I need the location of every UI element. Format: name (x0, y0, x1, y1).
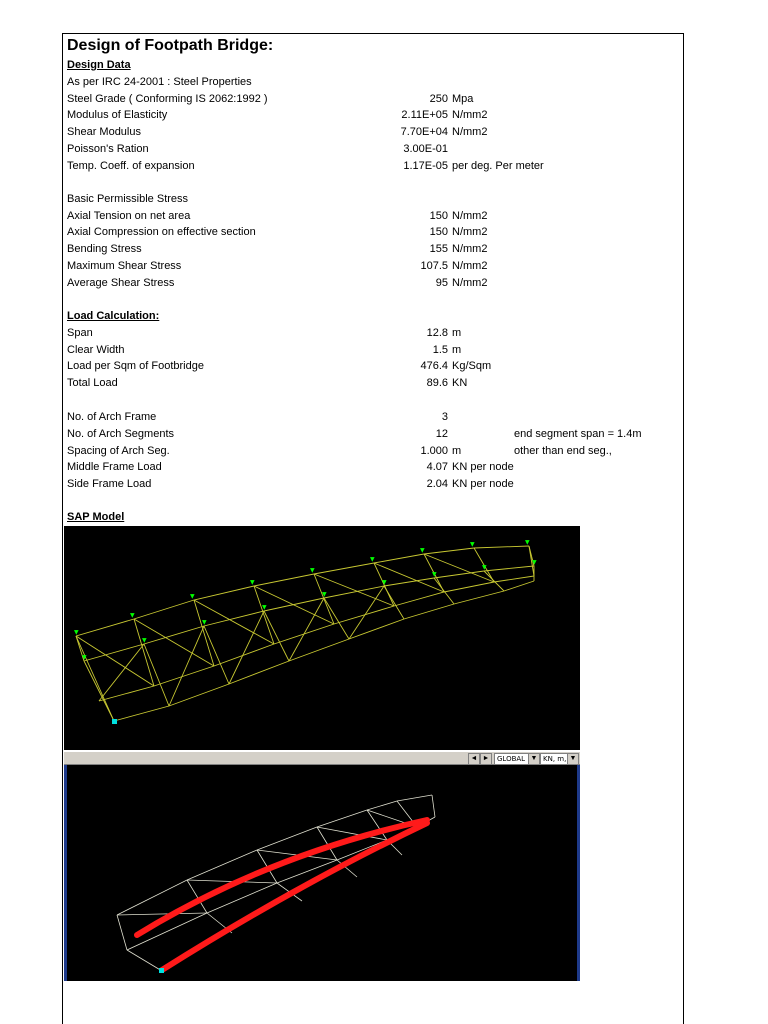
svg-text:▼: ▼ (190, 593, 195, 600)
standard-text: As per IRC 24-2001 : Steel Properties (67, 76, 252, 88)
property-value: 7.70E+04 (400, 126, 448, 138)
arch-3d-graphic (67, 765, 577, 981)
property-label: Shear Modulus (67, 126, 141, 138)
load-unit: m (452, 344, 462, 356)
property-value: 2.11E+05 (401, 109, 448, 121)
property-unit: per deg. Per meter (452, 160, 544, 172)
property-unit: N/mm2 (452, 109, 488, 121)
property-label: Temp. Coeff. of expansion (67, 160, 195, 172)
svg-text:▼: ▼ (482, 564, 487, 571)
stress-value: 155 (429, 243, 448, 255)
property-unit: N/mm2 (452, 126, 488, 138)
load-value: 12.8 (426, 327, 448, 339)
property-label: Modulus of Elasticity (67, 109, 168, 121)
stress-unit: N/mm2 (452, 243, 488, 255)
stress-label: Average Shear Stress (67, 277, 175, 289)
svg-text:▼: ▼ (142, 637, 147, 644)
load-value: 476.4 (420, 360, 448, 372)
stress-unit: N/mm2 (452, 260, 488, 272)
coord-system-select[interactable]: GLOBAL (494, 753, 534, 765)
frame-note: end segment span = 1.4m (514, 428, 642, 440)
stress-value: 107.5 (420, 260, 448, 272)
svg-text:▼: ▼ (250, 579, 255, 586)
stress-unit: N/mm2 (452, 210, 488, 222)
svg-text:▼: ▼ (322, 591, 327, 598)
stress-heading: Basic Permissible Stress (67, 193, 189, 205)
svg-text:▼: ▼ (470, 541, 475, 548)
load-label: Span (67, 327, 93, 339)
property-unit: Mpa (452, 93, 474, 105)
stress-value: 95 (435, 277, 448, 289)
frame-value: 1.000 (420, 445, 448, 457)
units-select[interactable]: KN, m, (540, 753, 572, 765)
stress-label: Axial Tension on net area (67, 210, 191, 222)
frame-value: 3 (441, 411, 448, 423)
load-unit: m (452, 327, 462, 339)
page-title: Design of Footpath Bridge: (67, 37, 274, 54)
svg-text:▼: ▼ (310, 567, 315, 574)
load-label: Load per Sqm of Footbridge (67, 360, 204, 372)
frame-value: 4.07 (426, 461, 448, 473)
frame-unit: m (452, 445, 462, 457)
design-data-heading: Design Data (67, 59, 131, 71)
frame-unit: KN per node (452, 461, 514, 473)
arrow-left-icon[interactable]: ◄ (468, 753, 480, 765)
chevron-down-icon[interactable]: ▼ (567, 753, 579, 765)
stress-label: Axial Compression on effective section (67, 226, 256, 238)
svg-text:▼: ▼ (432, 571, 437, 578)
svg-text:▼: ▼ (420, 547, 425, 554)
svg-text:▼: ▼ (130, 612, 135, 619)
svg-text:▼: ▼ (382, 579, 387, 586)
chevron-down-icon[interactable]: ▼ (528, 753, 540, 765)
stress-unit: N/mm2 (452, 226, 488, 238)
sap-model-3d-view (64, 765, 580, 981)
stress-label: Maximum Shear Stress (67, 260, 182, 272)
frame-label: No. of Arch Frame (67, 411, 157, 423)
load-value: 89.6 (426, 377, 448, 389)
load-label: Clear Width (67, 344, 125, 356)
sap-model-wireframe-view (64, 526, 580, 750)
stress-label: Bending Stress (67, 243, 142, 255)
svg-text:▼: ▼ (82, 654, 87, 661)
frame-note: other than end seg., (514, 445, 612, 457)
load-label: Total Load (67, 377, 118, 389)
load-value: 1.5 (432, 344, 448, 356)
frame-value: 2.04 (426, 478, 448, 490)
load-unit: KN (452, 377, 468, 389)
frame-unit: KN per node (452, 478, 514, 490)
stress-unit: N/mm2 (452, 277, 488, 289)
sap-model-heading: SAP Model (67, 511, 125, 523)
sap-toolbar (64, 751, 580, 765)
frame-label: Side Frame Load (67, 478, 152, 490)
svg-text:▼: ▼ (370, 556, 375, 563)
load-heading: Load Calculation: (67, 310, 160, 322)
load-unit: Kg/Sqm (452, 360, 492, 372)
svg-text:▼: ▼ (74, 629, 79, 636)
property-label: Poisson's Ration (67, 143, 149, 155)
svg-text:▼: ▼ (202, 619, 207, 626)
property-label: Steel Grade ( Conforming IS 2062:1992 ) (67, 93, 268, 105)
property-value: 1.17E-05 (403, 160, 448, 172)
svg-text:▼: ▼ (262, 604, 267, 611)
arrow-right-icon[interactable]: ► (480, 753, 492, 765)
frame-value: 12 (435, 428, 448, 440)
stress-value: 150 (429, 226, 448, 238)
svg-text:▼: ▼ (532, 559, 537, 566)
frame-label: No. of Arch Segments (67, 428, 174, 440)
frame-label: Middle Frame Load (67, 461, 162, 473)
truss-wireframe-graphic (64, 526, 580, 750)
property-value: 3.00E-01 (403, 143, 448, 155)
property-value: 250 (429, 93, 448, 105)
stress-value: 150 (429, 210, 448, 222)
svg-text:▼: ▼ (525, 539, 530, 546)
frame-label: Spacing of Arch Seg. (67, 445, 170, 457)
